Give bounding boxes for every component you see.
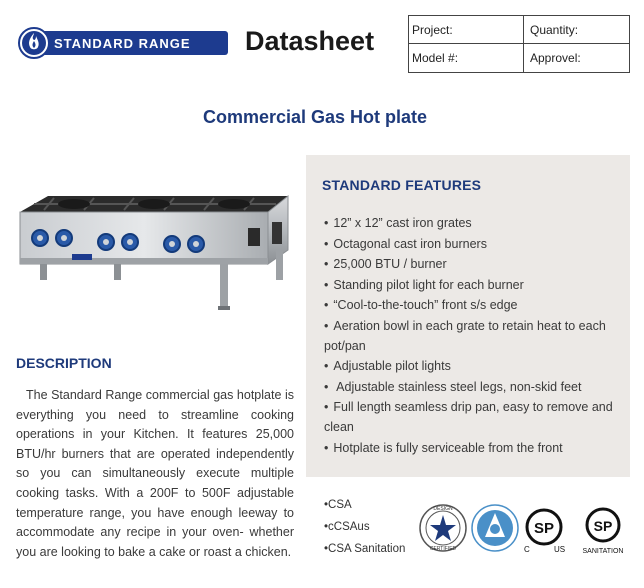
csa-c-us-icon	[524, 510, 565, 554]
blue-certified-seal-icon	[472, 505, 518, 551]
feature-item: • Hotplate is fully serviceable from the front	[324, 438, 624, 458]
csa-sanitation-text: SANITATION	[582, 548, 624, 555]
description-heading: DESCRIPTION	[16, 355, 112, 371]
feature-item: • “Cool-to-the-touch” front s/s edge	[324, 295, 624, 315]
info-row-project	[409, 16, 629, 44]
feature-item: • Adjustable stainless steel legs, non-skid feet	[324, 377, 624, 397]
certification-item: • CSA Sanitation	[324, 538, 405, 560]
model-label: Model #:	[412, 51, 459, 65]
features-list	[324, 213, 624, 458]
feature-item: • Full length seamless drip pan, easy to remove and clean	[324, 397, 624, 437]
feature-item: • Adjustable pilot lights	[324, 356, 624, 376]
certifications-list	[324, 494, 405, 560]
certification-logos	[418, 503, 630, 557]
design-certified-seal-icon	[420, 505, 466, 552]
feature-item: • Aeration bowl in each grate to retain heat to each pot/pan	[324, 316, 624, 356]
certification-item: • CSA	[324, 494, 405, 516]
seal-top-text: DESIGN	[433, 506, 453, 512]
svg-text:SP: SP	[533, 520, 555, 537]
approval-label: Approvel:	[530, 51, 581, 65]
document-title: Datasheet	[245, 26, 375, 56]
csa-sanitation-icon	[583, 509, 624, 555]
seal-bottom-text: CERTIFIED	[429, 546, 457, 552]
hotplate-image	[14, 192, 296, 316]
project-label: Project:	[412, 23, 453, 37]
info-row-model	[409, 44, 629, 72]
brand-logo	[18, 27, 228, 59]
feature-item: • 12” x 12” cast iron grates	[324, 213, 624, 233]
project-info-box	[408, 15, 630, 73]
flame-icon	[18, 27, 50, 59]
standard-features-panel	[306, 155, 630, 477]
feature-item: • 25,000 BTU / burner	[324, 254, 624, 274]
quantity-label: Quantity:	[530, 23, 579, 37]
csa-us-text: US	[554, 545, 566, 554]
feature-item: • Standing pilot light for each burner	[324, 275, 624, 295]
features-heading: STANDARD FEATURES	[322, 177, 482, 193]
certification-item: • cCSAus	[324, 516, 405, 538]
csa-c-text: C	[524, 545, 530, 554]
svg-text:SP: SP	[593, 518, 613, 534]
product-title: Commercial Gas Hot plate	[202, 107, 428, 127]
description-text: The Standard Range commercial gas hotplate is everything you need to streamline cooking operations in your Kitchen. It features 25,000 BTU/hr burners that are operated independently so you can simultaneously execute multiple cooking tasks. With a 200F to 500F adjustable temperature range, you have enough leeway to accommodate any recipe in your oven- whether you are looking to bake a cake or roast a chicken.	[16, 388, 294, 559]
info-box-divider	[523, 16, 524, 72]
feature-item: • Octagonal cast iron burners	[324, 234, 624, 254]
brand-name: STANDARD RANGE	[54, 36, 191, 51]
